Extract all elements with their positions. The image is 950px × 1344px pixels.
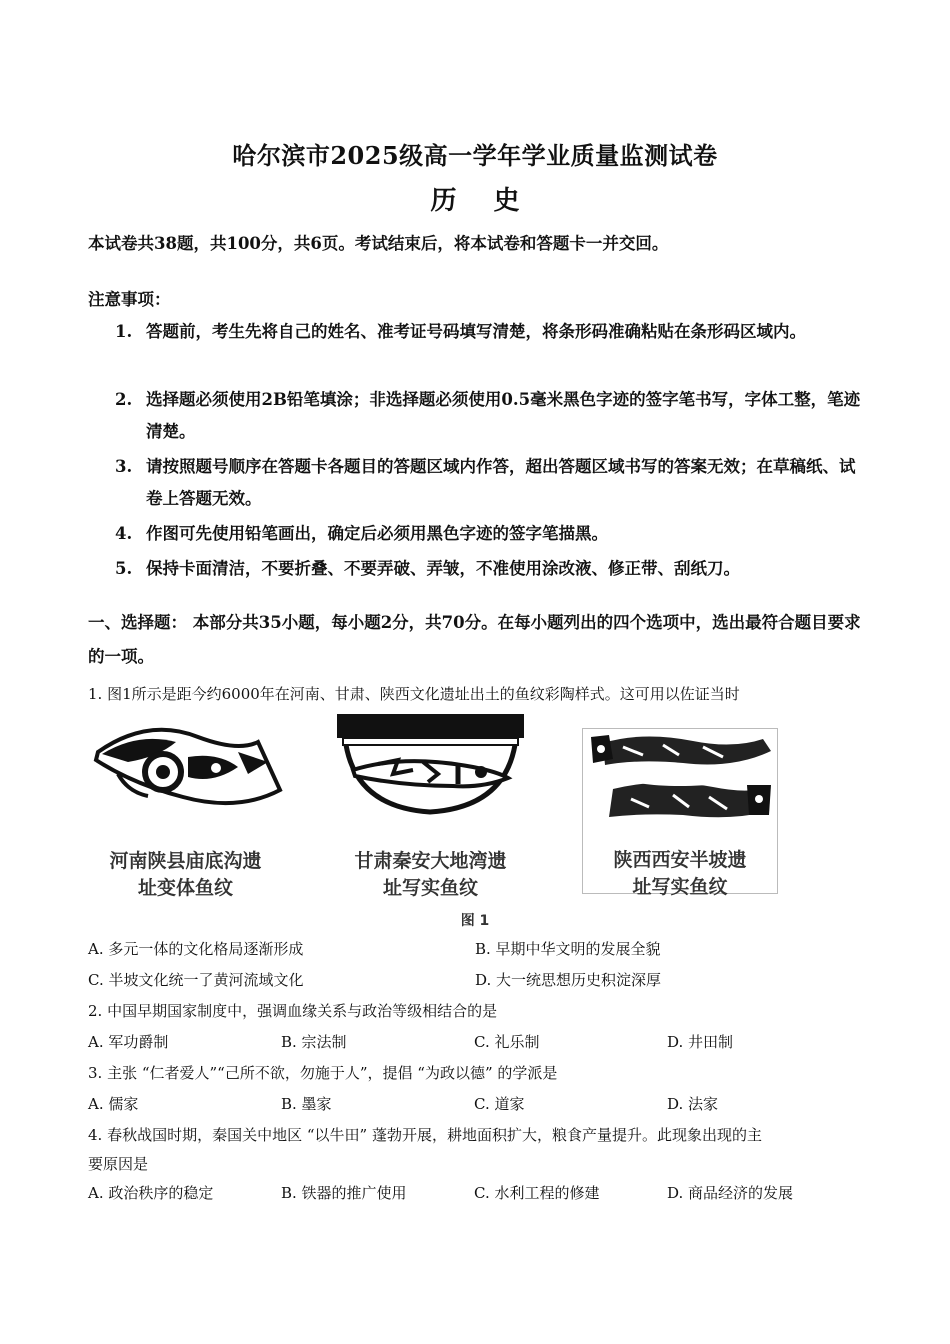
option-c[interactable]: C. 道家 bbox=[474, 1095, 525, 1113]
notice-item-text: 选择题必须使用2B铅笔填涂；非选择题必须使用0.5毫米黑色字迹的签字笔书写，字体工整，笔迹清楚。 bbox=[146, 390, 861, 441]
notice-item-text: 作图可先使用铅笔画出，确定后必须用黑色字迹的签字笔描黑。 bbox=[146, 524, 608, 543]
option-b[interactable]: B. 铁器的推广使用 bbox=[281, 1184, 407, 1202]
pottery-fish-image bbox=[333, 712, 528, 822]
option-row bbox=[88, 1031, 860, 1052]
figure-caption: 图 1 bbox=[460, 913, 490, 929]
figure-miaodigou-fish-pattern bbox=[88, 712, 283, 897]
notice-item-num: 2. bbox=[115, 390, 133, 409]
pottery-fish-image bbox=[88, 712, 283, 822]
question-stem: 4. 春秋战国时期，秦国关中地区 “以牛田” 蓬勃开展，耕地面积扩大，粮食产量提升。此现象出现的主 bbox=[88, 1126, 762, 1144]
figure-caption-line: 址写实鱼纹 bbox=[382, 877, 478, 899]
exam-title: 哈尔滨市2025级高一学年学业质量监测试卷 bbox=[232, 141, 718, 170]
option-b[interactable]: B. 宗法制 bbox=[281, 1033, 347, 1051]
figure-caption-line: 址变体鱼纹 bbox=[137, 877, 233, 899]
option-d[interactable]: D. 大一统思想历史积淀深厚 bbox=[475, 971, 662, 989]
subject-title: 历 史 bbox=[430, 186, 534, 216]
option-d[interactable]: D. 法家 bbox=[667, 1095, 719, 1113]
option-b[interactable]: B. 墨家 bbox=[281, 1095, 332, 1113]
section-heading: 一、选择题： 本部分共35小题，每小题2分，共70分。在每小题列出的四个选项中，选出最符合题目要求的一项。 bbox=[88, 613, 861, 666]
figure-caption-line: 甘肃秦安大地湾遗 bbox=[354, 850, 507, 872]
option-c[interactable]: C. 半坡文化统一了黄河流域文化 bbox=[88, 971, 304, 989]
question-stem: 1. 图1所示是距今约6000年在河南、甘肃、陕西文化遗址出土的鱼纹彩陶样式。这可用以佐证当时 bbox=[88, 685, 740, 703]
figure-caption-line: 河南陕县庙底沟遗 bbox=[109, 850, 262, 872]
notice-item-num: 4. bbox=[115, 524, 133, 543]
notice-heading: 注意事项： bbox=[88, 290, 171, 309]
question-stem-continued: 要原因是 bbox=[88, 1155, 149, 1173]
question-stem: 3. 主张 “仁者爱人”“己所不欲，勿施于人”，提倡 “为政以德” 的学派是 bbox=[88, 1064, 558, 1082]
option-a[interactable]: A. 军功爵制 bbox=[88, 1033, 169, 1051]
notice-item-text: 请按照题号顺序在答题卡各题目的答题区域内作答，超出答题区域书写的答案无效；在草稿纸、试卷上答题无效。 bbox=[146, 457, 856, 508]
notice-item-num: 1. bbox=[115, 322, 133, 341]
option-a[interactable]: A. 多元一体的文化格局逐渐形成 bbox=[88, 940, 304, 958]
option-c[interactable]: C. 水利工程的修建 bbox=[474, 1184, 600, 1202]
pottery-fish-image bbox=[583, 729, 777, 825]
option-row bbox=[88, 969, 862, 990]
option-a[interactable]: A. 儒家 bbox=[88, 1095, 139, 1113]
option-d[interactable]: D. 商品经济的发展 bbox=[667, 1184, 794, 1202]
notice-item-text: 答题前，考生先将自己的姓名、准考证号码填写清楚，将条形码准确粘贴在条形码区域内。 bbox=[146, 322, 806, 341]
option-row bbox=[88, 1093, 860, 1114]
option-a[interactable]: A. 政治秩序的稳定 bbox=[88, 1184, 214, 1202]
figure-banpo-fish-pattern bbox=[582, 728, 778, 898]
notice-item-num: 3. bbox=[115, 457, 133, 476]
option-d[interactable]: D. 井田制 bbox=[667, 1033, 734, 1051]
notice-item-num: 5. bbox=[115, 559, 133, 578]
option-c[interactable]: C. 礼乐制 bbox=[474, 1033, 540, 1051]
figure-caption-line: 址写实鱼纹 bbox=[632, 876, 728, 898]
figure-dadiwan-fish-pattern bbox=[333, 712, 528, 897]
option-row bbox=[88, 938, 862, 959]
option-b[interactable]: B. 早期中华文明的发展全貌 bbox=[475, 940, 661, 958]
notice-item-text: 保持卡面清洁，不要折叠、不要弄破、弄皱，不准使用涂改液、修正带、刮纸刀。 bbox=[146, 559, 740, 578]
exam-intro: 本试卷共38题，共100分，共6页。考试结束后，将本试卷和答题卡一并交回。 bbox=[88, 234, 669, 253]
question-stem: 2. 中国早期国家制度中，强调血缘关系与政治等级相结合的是 bbox=[88, 1002, 498, 1020]
figure-caption-line: 陕西西安半坡遗 bbox=[613, 849, 747, 871]
option-row bbox=[88, 1182, 860, 1203]
